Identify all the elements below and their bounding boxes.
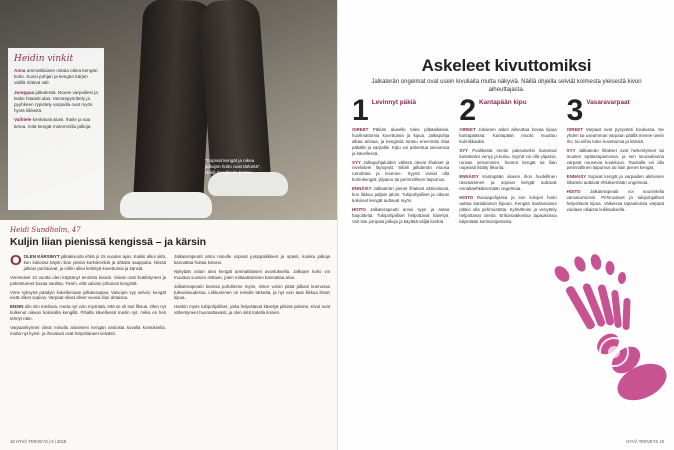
feature-title: Askeleet kivuttomiksi [421,56,592,75]
section-header [352,94,449,127]
section-number: 3 [566,94,584,127]
section-paragraph: OIREET Päkiän alueelle tulee pitkäaikaisia, huolimattomia kovettumia ja kipua. Jalkapohja alkaa aristaa, ja kengissä tuntuu enemmän tilaa päkälle ja varpaille. Kipu voi pahentua seisoessa ja kävellessä. [352,127,450,156]
feet-photo [0,0,337,220]
section-title: Levinnyt päkiä [371,99,417,106]
body-paragraph: ENSIN olin niin mielissä, mutta nyt voin myöntää, että se oli tosi fiksua. Olen nyt kulkenut oikean kokoisilla kengillä. Pihalla kävellessä mietin nyt, miksi en heti tehnyt näin. [10,304,166,322]
page-footer-right: HYVÄ TERVEYS 19 [626,439,664,444]
body-paragraph: Nykyään ostan aina kengät ammattilaisen avustuksella. Jalkojen koko voi muuttua vuosien mittaan, joten mittauttaminen kannattaa aina. [174,268,330,280]
section-header [566,94,664,127]
tips-title: Heidin vinkit [14,54,74,64]
article-byline: Heidi Sundholm, 47 [10,226,81,234]
article-body [10,254,330,430]
drop-cap: O [10,252,22,269]
feature-subtitle: Jalkaterän ongelmat ovat usein kivuliaita mutta näkyviä. Näillä ohjeilla selviät kolmesta yleisestä kivun aiheuttajasta. [371,79,642,93]
body-paragraph: Varpaankynnet olivat minulla ainaiseen kengän ansiosta kovalla koetuksella, mutta nyt kynsi- ja ihovaivat ovat helpottaneet selvästi. [10,325,166,336]
photo-caption: "Sopivat kengät ja oikea jalkojen hoito ovat tärkeitä", Heidi Sundholm kertoo. [205,158,262,175]
body-column [174,254,330,430]
section-header [459,94,556,127]
article-headline: Kuljin liian pienissä kengissä – ja kärsin [10,236,206,248]
body-column [10,254,166,430]
section-kantapaan-kipu [459,94,557,414]
body-paragraph: OOLEN KÄRSINYT jalkakivusta ehkä jo 15 vuoden ajan. Kaikki alkoi siitä, kun lukiossa käytin liian pieniä korkokenkiä ja ahtaita saappaita. Niissä jalkani puristuivat, ja niihin alkoi kehittyä kovettumia ja känsiä. [10,252,166,271]
body-paragraph: Jalkaterapeutti antoi minulle sopivat jumppaliikkeet ja opasti, kuinka jalkoja kannattaa hoitaa kotona. [174,254,330,265]
body-paragraph: Vime syksynä päädyin kokeilemaan jalkaterapiaa. Vaivojen syy selvisi: kengät eivät olleet sopivia. Varpaat olivat olleet vuosia liian ahtaissa. [10,289,166,301]
foot-skeleton-illustration [546,240,674,405]
body-paragraph: Hankin myös tukipohjalliset, jotka helpottavat kävelyä pitkinä päivinä. Kivut ovat vähentyneet huomattavasti, ja olen siitä todella iloinen. [174,304,330,316]
section-paragraph: ENNÄISY Jalkaterän pienet lihakset aktivoituvat, kun liikkuu paljain jaloin. Tukipohjalliset ja oikean kokoiset kengät auttavat myös. [352,186,450,203]
section-number: 2 [459,94,477,127]
section-paragraph: HOITO Ravaapohjassa ja sen kolojen hoito auttaa kantakalvon kipuun. Kengän kantaosassa pitäisi olla pehmustetta. Kylmähoito ja venyttely helpottavat oireita. Erikoisvaikeissa tapauksissa käytetään kortisonipistosta. [459,195,557,224]
right-page [337,0,674,450]
section-paragraph: ENNÄISY Kantapään alueen ihon huolellinen rasvaaminen ja sopivat kengät auttavat ennaltaehkäisemään ongelmaa. [459,174,557,192]
tips-box [8,48,104,210]
page-footer-left: 18 HYVÄ TERVEYS | 6 | 2018 [10,439,67,444]
section-number: 1 [352,94,369,127]
section-paragraph: SYY Jalkapohjaluiden välissä olevat lihakset ja nivelsiteet löystyvät. Sikäli jalkaterän etuosa romahtaa ja levenee. Syynä voivat olla korkokengät, ylipaino tai perinnöllinen taipumus. [352,159,450,183]
section-paragraph: HOITO Jalkaterapeutti arvioi syyn ja antaa harjoitteita. Tukipohjalliset helpottavat kävelyä. Voit itse jumpata jalkoja ja käyttää väljiä kenkiä. [352,206,450,224]
section-levinnyt-pakia [352,94,450,414]
photo-shoe-left [120,192,212,218]
body-paragraph: Vimmeiset 10 vuotta olen käyttänyt tennistä kivasti. Vaivat ovat lisääntyneet ja pahentuneet kovaa vauhtia. Tiesin, että vaivani johtuivat kengistä. [10,274,166,286]
section-paragraph: SYY Puolikasta sentin paksuiseksi kasvanut kantakalvo venyy ja kuluu. Syynä voi olla ylipaino, runsas seisominen, huonot kengät tai liian nopeasti lisätty liikunta. [459,147,557,171]
section-title: Kantapään kipu [479,99,527,106]
section-paragraph: OIREET Jokainen askel aiheuttaa kovaa kipua kantapäässä. Kantapään muoto muuttuu kulmikkaaksi. [459,127,557,144]
section-paragraph: OIREET Varpaat ovat pysyvästi koukussa. Ne yhden tai useamman varpaan päällä menee usein iho, tai niihin tulee kovettumia ja känsiä. [566,127,664,144]
section-paragraph: HOITO Jalkaterapeutti voi suunnitella varvasortoosin. Pehmusteet ja tukipohjalliset helpottavat kipua. Vaikeissa tapauksissa varpaat voidaan oikaista leikkauksella. [566,189,664,212]
tip-item: Vaihtele kenkävarustasi. Ihaile ja saa tietoa, mitä kengät molemmilla jalkoja. [14,117,92,129]
tip-item: Jumppaa jalkaterää. Nouse varpaillesi ja laske hitaasti alas. Varvaspyörittely ja pyyhkeen rypistely varpailla ovat myös hyviä liikkeitä. [14,89,98,114]
section-paragraph: SYY Jalkaterän lihakset ovat heikentyneet tai muuten epätasapainossa, ja sen seurauksena varpaat nousevat koukkuun. Taustalla voi olla perinnöllinen taipumus tai liian pienet kengät. [566,147,664,171]
section-title: Vasaravarpaat [586,99,630,106]
section-paragraph: ENNÄISY Sopivat kengät ja varpaiden aktiivinen liikuttelu auttavat ehkäisemään ongelmaa. [566,174,664,186]
tip-item: Anna ammattilaisen mitata oikea kengän koko. Suosi pohjan ja kengän kärjen välillä riittävä väli. [14,68,98,86]
body-paragraph: Jalkaterapeutin kanssa pohdimme myös, miten voisin pitää jalkani kunnossa tulevaisuudessa. Liikkuminen on minulle tärkeää, ja nyt voin taas liikkua ilman kipua. [174,283,330,301]
